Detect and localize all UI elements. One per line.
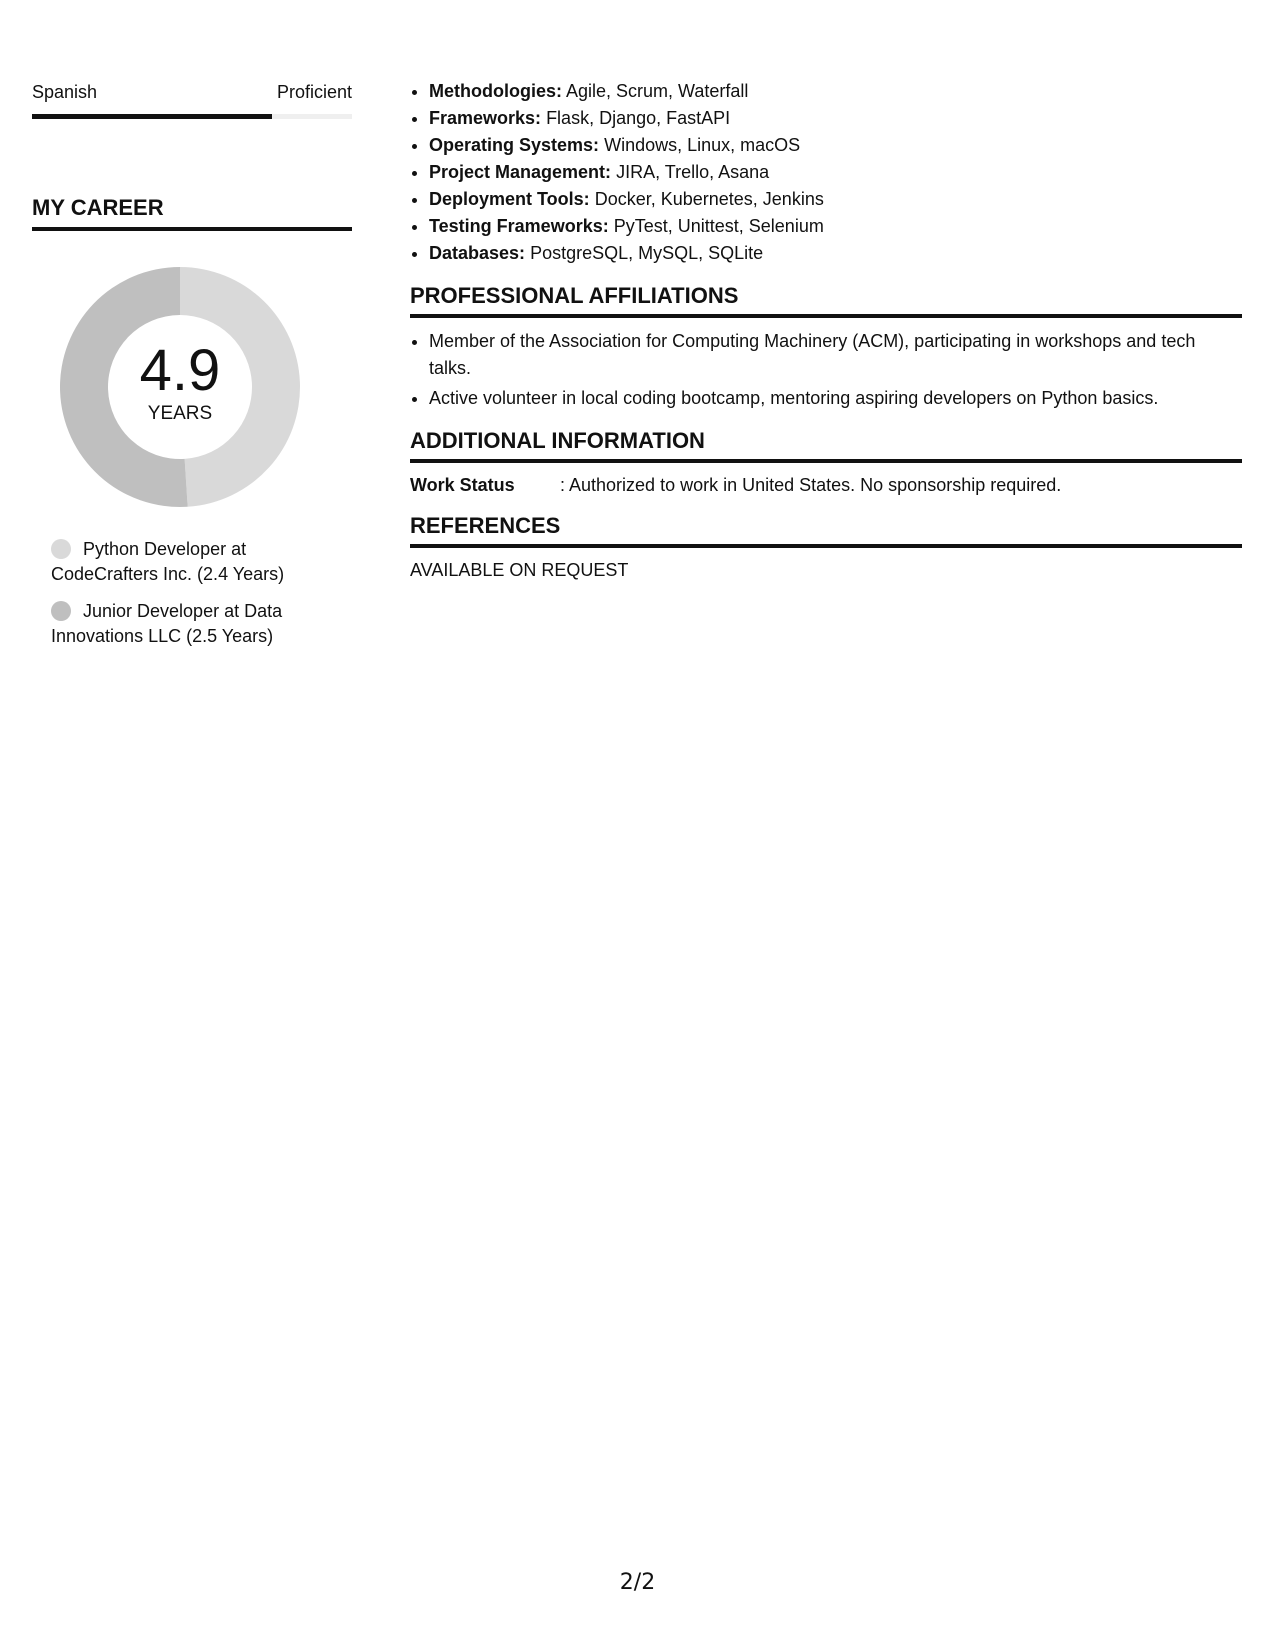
skill-item (429, 213, 1242, 240)
legend-label: Junior Developer at Data Innovations LLC (2.5 Years) (51, 601, 283, 646)
skill-label: Operating Systems: (429, 135, 600, 155)
skill-value: Windows, Linux, macOS (604, 135, 801, 155)
skill-item (429, 78, 1242, 105)
skill-value: Docker, Kubernetes, Jenkins (594, 189, 824, 209)
language-proficiency-fill (32, 114, 272, 119)
work-status-value: : Authorized to work in United States. No sponsorship required. (560, 475, 1062, 495)
affiliation-item: • Member of the Association for Computing Machinery (ACM), participating in workshops and tech talks. (429, 328, 1242, 382)
language-proficiency-bar (32, 114, 352, 119)
legend-item (51, 599, 311, 649)
right-column (410, 78, 1242, 582)
career-heading: MY CAREER (32, 193, 352, 231)
skill-item (429, 240, 1242, 267)
page-number: 2/2 (619, 1570, 656, 1595)
skill-label: Databases: (429, 243, 526, 263)
legend-label: Python Developer at CodeCrafters Inc. (2.4 Years) (51, 539, 285, 584)
skill-value: PyTest, Unittest, Selenium (613, 216, 824, 236)
skill-value: Flask, Django, FastAPI (546, 108, 731, 128)
legend-item (51, 537, 311, 587)
affiliations-list (410, 328, 1242, 412)
skill-value: Agile, Scrum, Waterfall (566, 81, 749, 101)
donut-center (56, 263, 304, 511)
career-legend (51, 537, 311, 649)
references-heading: REFERENCES (410, 511, 1242, 548)
skill-label: Frameworks: (429, 108, 542, 128)
total-years-value: 4.9 (139, 338, 221, 403)
skill-item (429, 132, 1242, 159)
legend-swatch-icon (51, 601, 71, 621)
references-text: AVAILABLE ON REQUEST (410, 560, 629, 580)
skill-value: JIRA, Trello, Asana (616, 162, 770, 182)
total-years-unit: YEARS (147, 403, 213, 424)
skill-value: PostgreSQL, MySQL, SQLite (530, 243, 764, 263)
skill-label: Project Management: (429, 162, 612, 182)
language-row (32, 78, 352, 106)
skill-label: Deployment Tools: (429, 189, 590, 209)
affiliations-heading: PROFESSIONAL AFFILIATIONS (410, 281, 1242, 318)
affiliation-item: • Active volunteer in local coding bootcamp, mentoring aspiring developers on Python basics. (429, 385, 1242, 412)
skill-label: Methodologies: (429, 81, 562, 101)
career-donut-chart (56, 263, 304, 511)
skill-item (429, 186, 1242, 213)
skill-item (429, 159, 1242, 186)
legend-swatch-icon (51, 539, 71, 559)
additional-info-heading: ADDITIONAL INFORMATION (410, 426, 1242, 463)
work-status-label: Work Status (410, 475, 515, 495)
language-name: Spanish (32, 82, 98, 102)
skill-item (429, 105, 1242, 132)
left-column (32, 78, 352, 661)
language-level: Proficient (276, 82, 352, 102)
skill-label: Testing Frameworks: (429, 216, 609, 236)
work-status-row (410, 473, 1242, 497)
skills-list (410, 78, 1242, 267)
